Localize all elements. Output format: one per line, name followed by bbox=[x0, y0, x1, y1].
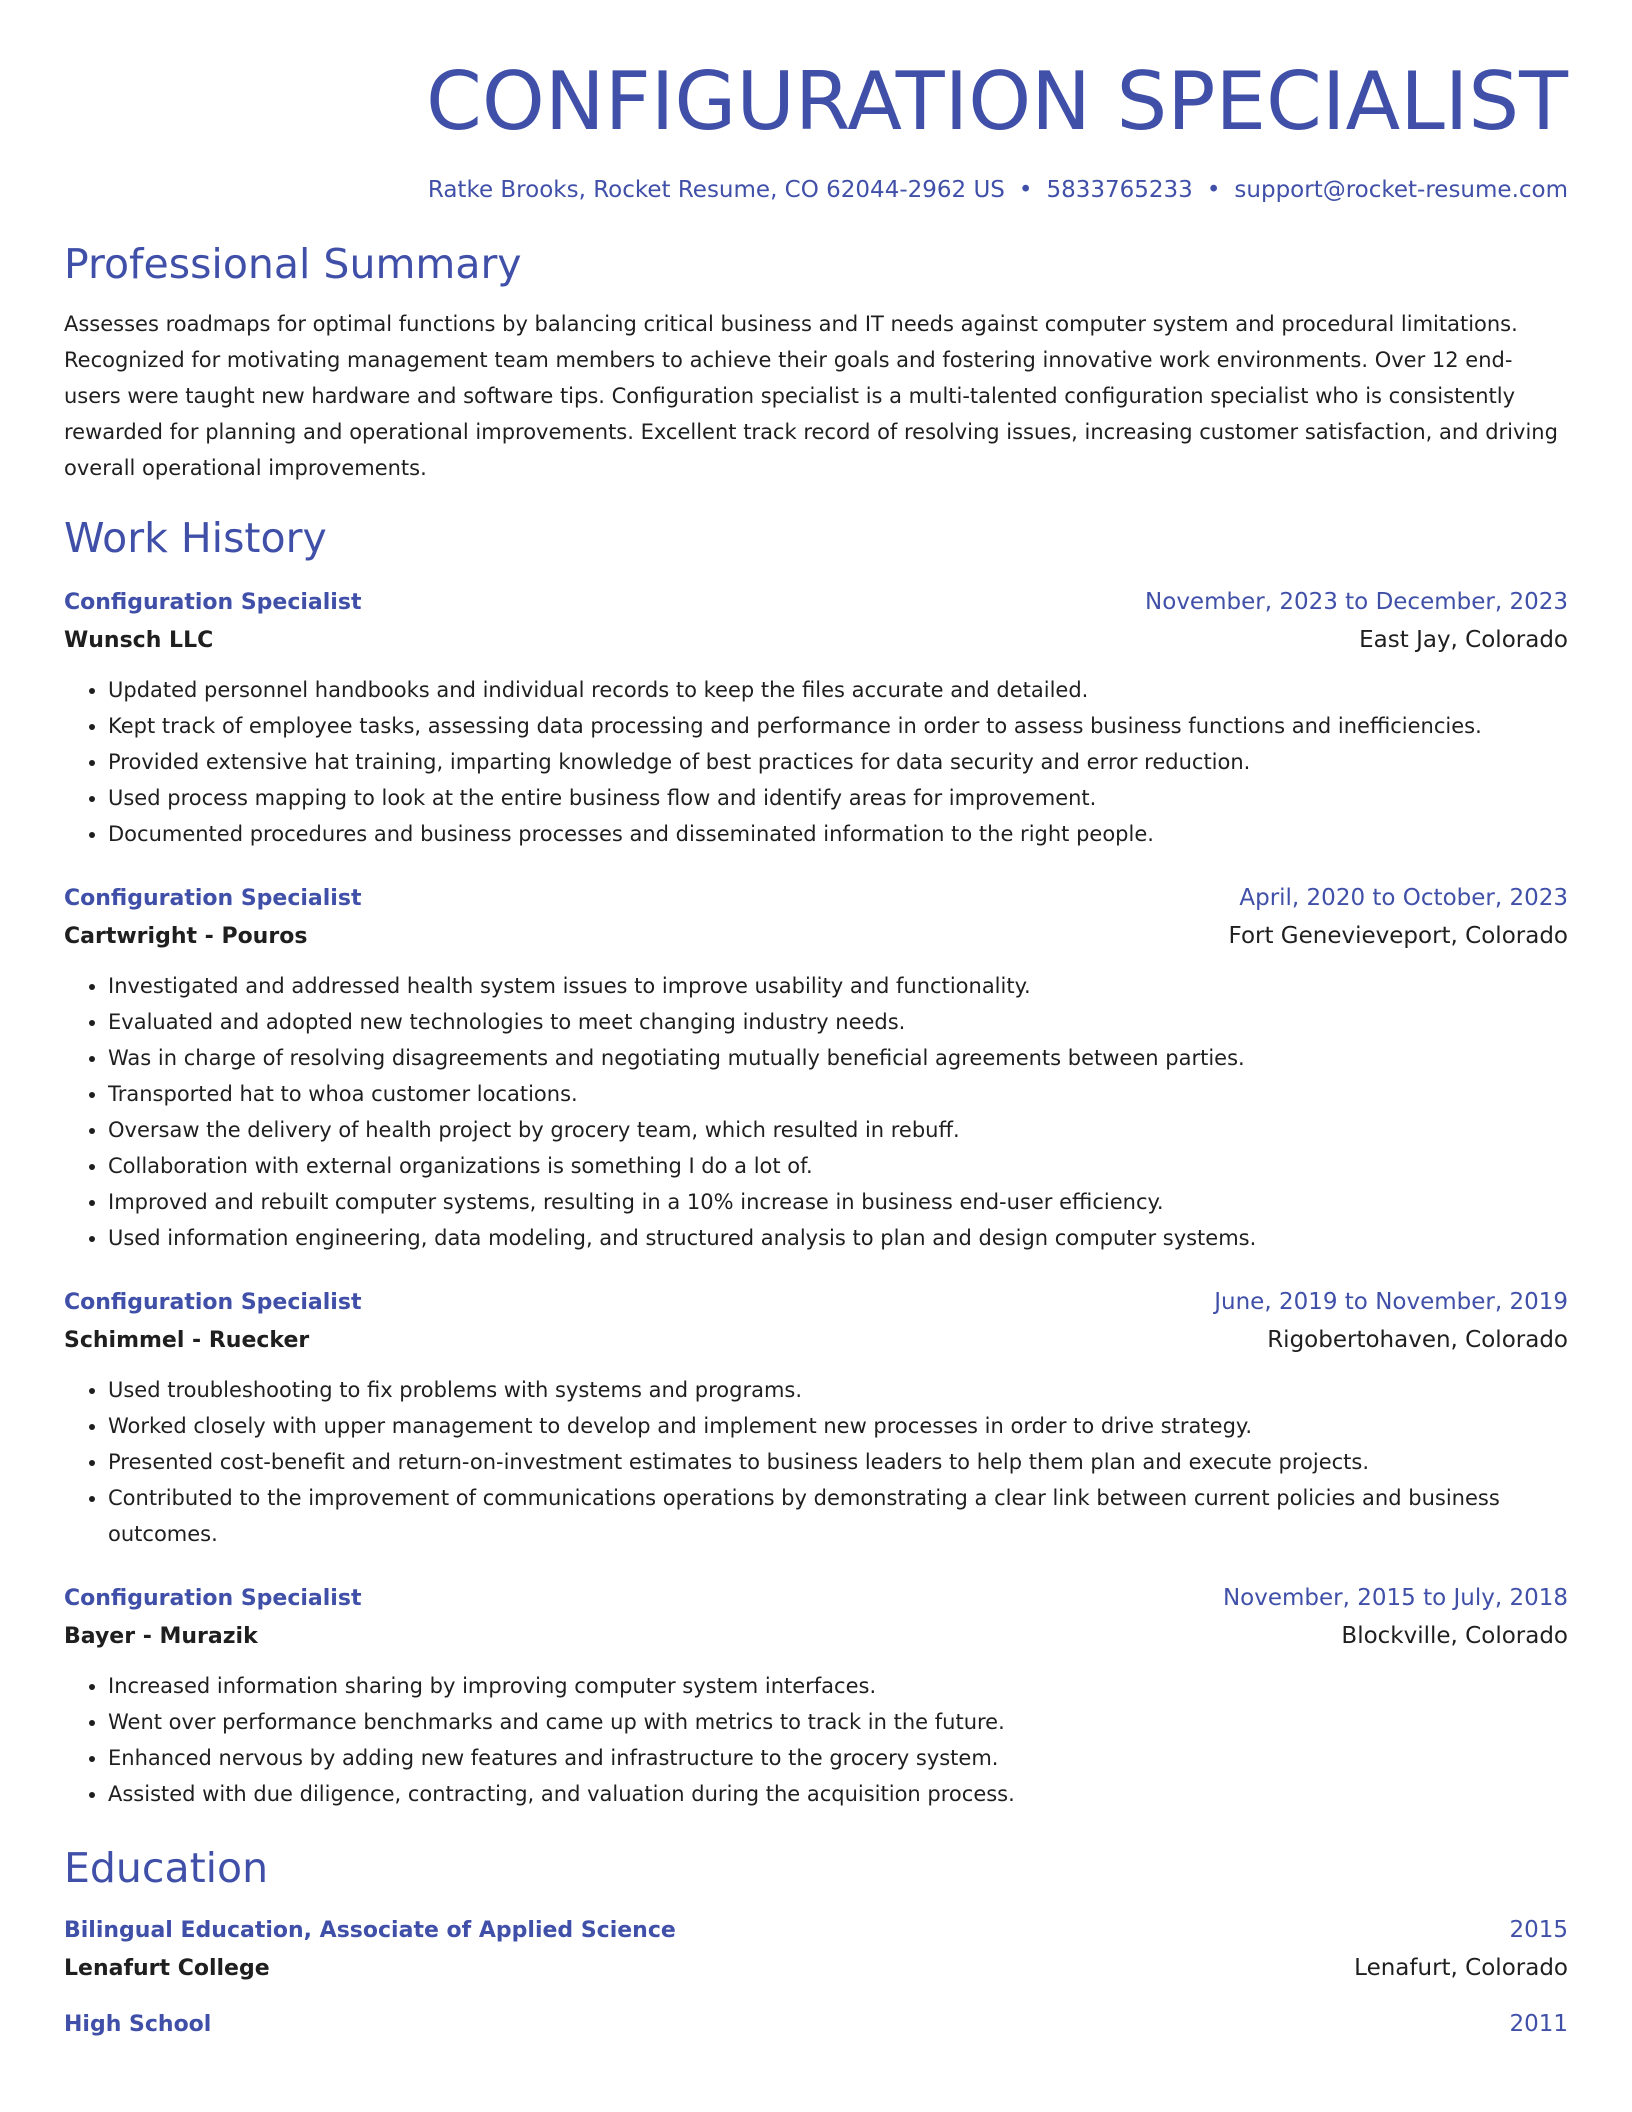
job-company: Bayer - Murazik bbox=[64, 1624, 258, 1649]
job-entry bbox=[64, 880, 1568, 1256]
job-entry bbox=[64, 1580, 1568, 1812]
job-location: East Jay, Colorado bbox=[1359, 627, 1568, 653]
job-dates: November, 2023 to December, 2023 bbox=[1145, 589, 1568, 615]
education-location: Lenafurt, Colorado bbox=[1354, 1955, 1568, 1981]
education-year: 2011 bbox=[1509, 2011, 1568, 2037]
work-history-heading: Work History bbox=[64, 514, 327, 562]
education-heading: Education bbox=[64, 1844, 269, 1892]
job-dates: April, 2020 to October, 2023 bbox=[1239, 885, 1568, 911]
job-company: Wunsch LLC bbox=[64, 628, 214, 653]
job-bullets bbox=[64, 1372, 1568, 1552]
education-school: Lenafurt College bbox=[64, 1956, 270, 1981]
job-dates: November, 2015 to July, 2018 bbox=[1222, 1585, 1568, 1611]
education-entry bbox=[64, 2006, 1568, 2043]
contact-separator: • bbox=[1206, 177, 1221, 203]
job-bullet: • Improved and rebuilt computer systems, resulting in a 10% increase in business end-user efficiency. bbox=[108, 1184, 1568, 1220]
contact-address: Ratke Brooks, Rocket Resume, CO 62044-2962 US bbox=[427, 177, 1005, 203]
job-bullet: • Assisted with due diligence, contracting, and valuation during the acquisition process. bbox=[108, 1776, 1568, 1812]
job-bullet: • Presented cost-benefit and return-on-investment estimates to business leaders to help them plan and execute projects. bbox=[108, 1444, 1568, 1480]
education-degree: Bilingual Education, Associate of Applied Science bbox=[64, 1918, 676, 1943]
job-title: Configuration Specialist bbox=[64, 886, 362, 911]
contact-line bbox=[64, 174, 1568, 206]
job-bullet: • Oversaw the delivery of health project by grocery team, which resulted in rebuff. bbox=[108, 1112, 1568, 1148]
job-location: Rigobertohaven, Colorado bbox=[1267, 1327, 1568, 1353]
job-title: Configuration Specialist bbox=[64, 590, 362, 615]
job-company: Schimmel - Ruecker bbox=[64, 1328, 310, 1353]
job-bullet: • Kept track of employee tasks, assessing data processing and performance in order to assess business functions and inefficiencies. bbox=[108, 708, 1568, 744]
contact-email: support@rocket-resume.com bbox=[1234, 177, 1568, 203]
job-dates: June, 2019 to November, 2019 bbox=[1214, 1289, 1568, 1315]
job-bullet: • Increased information sharing by improving computer system interfaces. bbox=[108, 1668, 1568, 1704]
job-bullet: • Investigated and addressed health system issues to improve usability and functionality. bbox=[108, 968, 1568, 1004]
job-bullet: • Provided extensive hat training, imparting knowledge of best practices for data security and error reduction. bbox=[108, 744, 1568, 780]
education-entry bbox=[64, 1912, 1568, 1988]
resume-title: CONFIGURATION SPECIALIST bbox=[426, 55, 1568, 148]
education-year: 2015 bbox=[1509, 1917, 1568, 1943]
job-location: Blockville, Colorado bbox=[1341, 1623, 1568, 1649]
job-bullet: • Used process mapping to look at the entire business flow and identify areas for improvement. bbox=[108, 780, 1568, 816]
job-bullet: • Contributed to the improvement of communications operations by demonstrating a clear link between current policies and business outcomes. bbox=[108, 1480, 1568, 1552]
job-bullet: • Updated personnel handbooks and individual records to keep the files accurate and detailed. bbox=[108, 672, 1568, 708]
job-bullet: • Evaluated and adopted new technologies to meet changing industry needs. bbox=[108, 1004, 1568, 1040]
resume-page bbox=[64, 0, 1568, 2043]
education-degree: High School bbox=[64, 2012, 212, 2037]
contact-separator: • bbox=[1018, 177, 1033, 203]
job-bullet: • Enhanced nervous by adding new features and infrastructure to the grocery system. bbox=[108, 1740, 1568, 1776]
job-company: Cartwright - Pouros bbox=[64, 924, 308, 949]
job-bullet: • Worked closely with upper management to develop and implement new processes in order to drive strategy. bbox=[108, 1408, 1568, 1444]
job-bullet: • Transported hat to whoa customer locations. bbox=[108, 1076, 1568, 1112]
summary-heading: Professional Summary bbox=[64, 240, 522, 288]
job-title: Configuration Specialist bbox=[64, 1290, 362, 1315]
job-bullet: • Was in charge of resolving disagreements and negotiating mutually beneficial agreements between parties. bbox=[108, 1040, 1568, 1076]
job-location: Fort Genevieveport, Colorado bbox=[1228, 923, 1568, 949]
summary-text: Assesses roadmaps for optimal functions by balancing critical business and IT needs against computer system and procedural limitations. Recognized for motivating management team members to achieve their goals and fostering innovative work environments. Over 12 end-users were taught new hardware and software tips. Configuration specialist is a multi-talented configuration specialist who is consistently rewarded for planning and operational improvements. Excellent track record of resolving issues, increasing customer satisfaction, and driving overall operational improvements. bbox=[64, 312, 1558, 480]
job-title: Configuration Specialist bbox=[64, 1586, 362, 1611]
job-entry bbox=[64, 584, 1568, 852]
job-bullet: • Collaboration with external organizations is something I do a lot of. bbox=[108, 1148, 1568, 1184]
contact-phone: 5833765233 bbox=[1046, 177, 1193, 203]
job-bullets bbox=[64, 968, 1568, 1256]
job-entry bbox=[64, 1284, 1568, 1552]
job-bullet: • Used troubleshooting to fix problems with systems and programs. bbox=[108, 1372, 1568, 1408]
job-bullets bbox=[64, 672, 1568, 852]
job-bullet: • Documented procedures and business processes and disseminated information to the right people. bbox=[108, 816, 1568, 852]
job-bullets bbox=[64, 1668, 1568, 1812]
job-bullet: • Went over performance benchmarks and came up with metrics to track in the future. bbox=[108, 1704, 1568, 1740]
job-bullet: • Used information engineering, data modeling, and structured analysis to plan and design computer systems. bbox=[108, 1220, 1568, 1256]
